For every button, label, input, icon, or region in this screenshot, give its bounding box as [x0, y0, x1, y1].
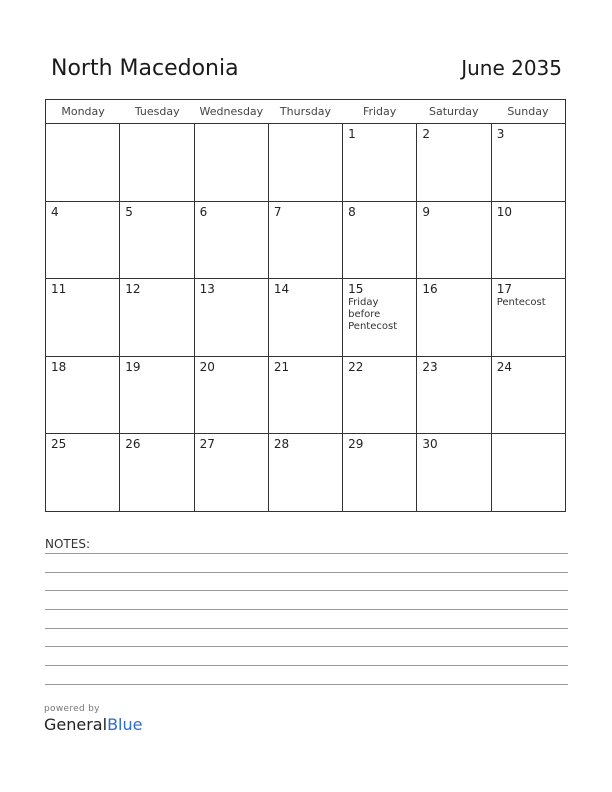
note-line [45, 646, 568, 647]
day-cell [46, 357, 120, 434]
brand-name [44, 715, 142, 734]
day-cell [417, 202, 491, 279]
note-line [45, 590, 568, 591]
day-cell [195, 357, 269, 434]
day-cell [120, 357, 194, 434]
holiday-event: Friday before Pentecost [348, 297, 398, 333]
brand-logo [44, 704, 142, 734]
note-line [45, 684, 568, 685]
day-number: 23 [422, 359, 438, 374]
day-number: 30 [422, 437, 438, 452]
day-cell [195, 202, 269, 279]
day-cell [269, 124, 343, 201]
day-cell [492, 357, 565, 434]
weekday-thursday: Thursday [279, 105, 332, 118]
day-cell [46, 279, 120, 356]
day-cell [343, 357, 417, 434]
day-cell [269, 357, 343, 434]
day-cell [120, 279, 194, 356]
brand-name-blue: Blue [107, 715, 143, 734]
day-cell [343, 124, 417, 201]
calendar-grid [45, 99, 566, 512]
day-cell [492, 202, 565, 279]
day-cell [343, 434, 417, 511]
day-cell [492, 434, 565, 511]
weekday-wednesday: Wednesday [199, 105, 264, 118]
note-line [45, 553, 568, 554]
day-number: 17 [496, 282, 512, 297]
header [51, 56, 562, 84]
note-line [45, 609, 568, 610]
day-cell [492, 279, 565, 356]
page-title: North Macedonia [51, 56, 239, 81]
day-number: 3 [496, 127, 505, 141]
day-cell [269, 434, 343, 511]
day-number: 19 [125, 359, 141, 374]
day-cell [269, 202, 343, 279]
calendar-week-row [46, 434, 565, 511]
brand-name-general: General [44, 715, 108, 734]
day-cell [46, 202, 120, 279]
day-cell [417, 434, 491, 511]
notes-section [45, 536, 568, 553]
day-cell [269, 279, 343, 356]
weekday-sunday: Sunday [507, 105, 549, 118]
day-number: 13 [199, 282, 215, 297]
note-line [45, 665, 568, 666]
day-number: 20 [199, 359, 215, 374]
day-cell [120, 202, 194, 279]
calendar-week-row [46, 202, 565, 280]
day-number: 29 [348, 437, 364, 452]
day-number: 22 [348, 359, 364, 374]
holiday-event: Pentecost [496, 297, 546, 309]
weekday-saturday: Saturday [428, 105, 479, 118]
day-cell [417, 357, 491, 434]
notes-label: NOTES: [45, 537, 90, 551]
day-number: 24 [496, 359, 512, 374]
day-number: 2 [422, 127, 431, 141]
day-number: 10 [496, 204, 512, 219]
day-number: 4 [51, 204, 59, 219]
day-cell [120, 434, 194, 511]
day-number: 12 [125, 282, 141, 297]
day-number: 18 [51, 359, 67, 374]
note-line [45, 628, 568, 629]
day-cell [120, 124, 194, 201]
month-label: June 2035 [461, 56, 562, 80]
calendar-week-row [46, 279, 565, 357]
day-number: 5 [125, 204, 133, 219]
calendar-week-row [46, 357, 565, 435]
day-number: 7 [273, 204, 282, 219]
day-cell [492, 124, 565, 201]
day-cell [195, 434, 269, 511]
day-number: 9 [422, 204, 431, 219]
weekday-monday: Monday [61, 105, 105, 118]
day-cell [417, 279, 491, 356]
day-cell [343, 279, 417, 356]
day-cell [46, 434, 120, 511]
note-line [45, 572, 568, 573]
day-number: 14 [273, 282, 290, 297]
day-cell [343, 202, 417, 279]
day-number: 26 [125, 437, 141, 452]
day-number: 28 [273, 437, 290, 452]
day-number: 11 [51, 282, 67, 297]
day-cell [46, 124, 120, 201]
day-cell [417, 124, 491, 201]
calendar-week-row [46, 124, 565, 202]
powered-by-label: powered by [44, 704, 100, 714]
day-cell [195, 124, 269, 201]
day-number: 27 [199, 437, 215, 452]
weekday-tuesday: Tuesday [134, 105, 180, 118]
day-cell [195, 279, 269, 356]
day-number: 15 [348, 282, 364, 297]
day-number: 6 [199, 204, 208, 219]
day-number: 8 [348, 204, 356, 219]
weekday-header-row [46, 100, 565, 124]
day-number: 16 [422, 282, 438, 297]
day-number: 25 [51, 437, 67, 452]
day-number: 1 [348, 127, 356, 141]
weekday-friday: Friday [362, 105, 397, 118]
calendar-weeks [46, 124, 565, 511]
day-number: 21 [273, 359, 290, 374]
